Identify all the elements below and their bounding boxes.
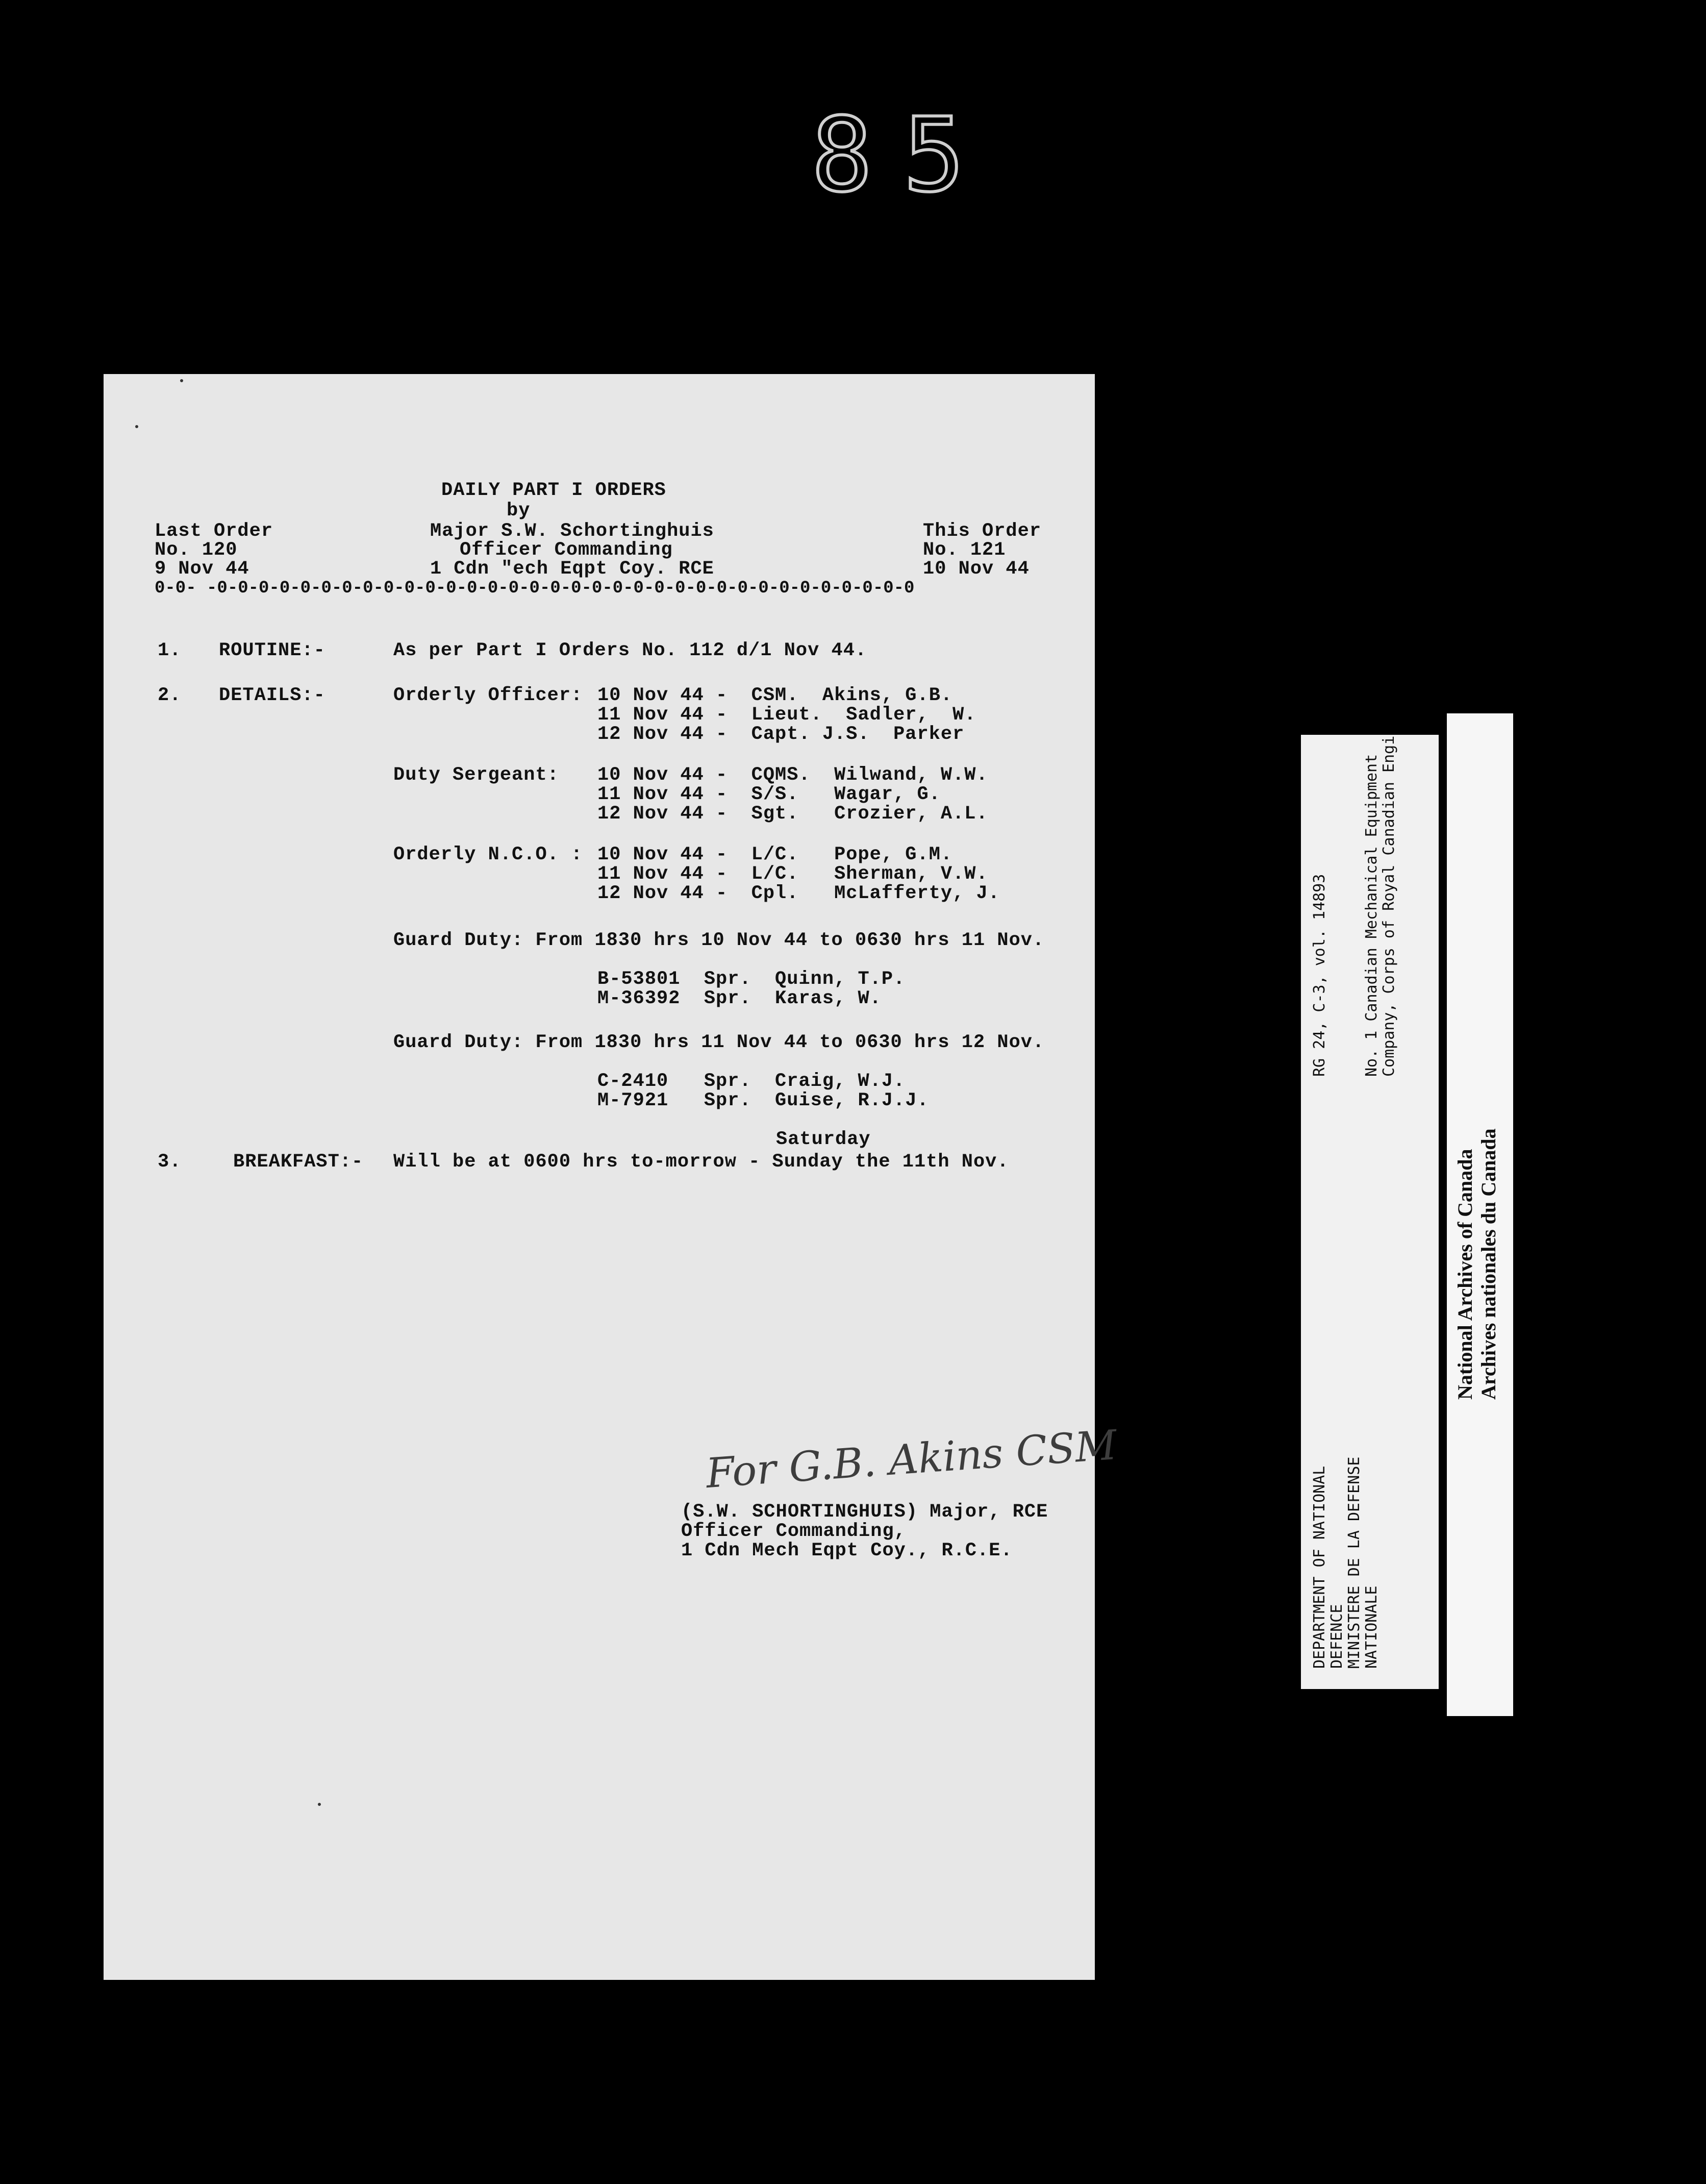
orderly-officer-row: 11 Nov 44 - Lieut. Sadler, W.	[597, 704, 976, 726]
oc-unit: 1 Cdn "ech Eqpt Coy. RCE	[430, 558, 714, 580]
document-title: DAILY PART I ORDERS	[441, 480, 666, 501]
routine-text: As per Part I Orders No. 112 d/1 Nov 44.	[393, 640, 867, 661]
duty-sergeant-row: 12 Nov 44 - Sgt. Crozier, A.L.	[597, 803, 988, 825]
guard-duty-2-label: Guard Duty: From 1830 hrs 11 Nov 44 to 0630 hrs 12 Nov.	[393, 1032, 1045, 1053]
breakfast-insert: Saturday	[776, 1129, 871, 1150]
oc-name: Major S.W. Schortinghuis	[430, 520, 714, 542]
breakfast-label: BREAKFAST:-	[233, 1151, 364, 1173]
last-order-date: 9 Nov 44	[155, 558, 249, 580]
title-by: by	[507, 500, 531, 522]
department-line: NATIONALE	[1363, 1585, 1381, 1669]
handwritten-signature: For G.B. Akins CSM	[704, 1421, 1119, 1498]
guard-duty-1-row: M-36392 Spr. Karas, W.	[597, 988, 882, 1009]
this-order-number: No. 121	[923, 539, 1006, 561]
guard-duty-2-row: M-7921 Spr. Guise, R.J.J.	[597, 1090, 929, 1111]
routine-label: ROUTINE:-	[219, 640, 325, 661]
details-number: 2.	[158, 685, 182, 706]
archive-reference-label	[1301, 735, 1439, 1689]
record-group-reference: RG 24, C-3, vol. 14893	[1311, 874, 1328, 1077]
orderly-nco-row: 10 Nov 44 - L/C. Pope, G.M.	[597, 844, 953, 865]
this-order-label: This Order	[923, 520, 1042, 542]
department-line: MINISTERE DE LA DEFENSE	[1345, 1456, 1363, 1669]
oc-title: Officer Commanding	[460, 539, 673, 561]
last-order-number: No. 120	[155, 539, 238, 561]
breakfast-number: 3.	[158, 1151, 182, 1173]
paper-speck	[135, 425, 138, 428]
details-label: DETAILS:-	[219, 685, 325, 706]
orderly-nco-row: 11 Nov 44 - L/C. Sherman, V.W.	[597, 863, 988, 885]
last-order-label: Last Order	[155, 520, 273, 542]
archives-name-en: National Archives of Canada	[1453, 1149, 1476, 1400]
this-order-date: 10 Nov 44	[923, 558, 1030, 580]
breakfast-text: Will be at 0600 hrs to-morrow - Sunday the 11th Nov.	[393, 1151, 1009, 1173]
archives-name-fr: Archives nationales du Canada	[1477, 1128, 1500, 1400]
signature-line: (S.W. SCHORTINGHUIS) Major, RCE	[681, 1501, 1048, 1523]
orderly-nco-label: Orderly N.C.O. :	[393, 844, 583, 865]
unit-description-line: No. 1 Canadian Mechanical Equipment	[1363, 754, 1381, 1077]
routine-number: 1.	[158, 640, 182, 661]
guard-duty-1-label: Guard Duty: From 1830 hrs 10 Nov 44 to 0630 hrs 11 Nov.	[393, 930, 1045, 951]
signature-line: 1 Cdn Mech Eqpt Coy., R.C.E.	[681, 1540, 1013, 1561]
orderly-nco-row: 12 Nov 44 - Cpl. McLafferty, J.	[597, 883, 1000, 904]
separator-rule: 0-0- -0-0-0-0-0-0-0-0-0-0-0-0-0-0-0-0-0-0-0-0-0-0-0-0-0-0-0-0-0-0-0-0-0-0	[155, 579, 915, 598]
document-page	[104, 374, 1119, 1980]
guard-duty-2-row: C-2410 Spr. Craig, W.J.	[597, 1071, 906, 1092]
paper-speck	[318, 1803, 321, 1806]
orderly-officer-label: Orderly Officer:	[393, 685, 583, 706]
unit-description-line: Company, Corps of Royal Canadian Engi	[1380, 735, 1398, 1077]
duty-sergeant-label: Duty Sergeant:	[393, 764, 559, 786]
signature-line: Officer Commanding,	[681, 1521, 906, 1542]
guard-duty-1-row: B-53801 Spr. Quinn, T.P.	[597, 969, 906, 990]
duty-sergeant-row: 10 Nov 44 - CQMS. Wilwand, W.W.	[597, 764, 988, 786]
frame-number: 85	[811, 96, 995, 215]
paper-speck	[180, 379, 183, 382]
department-line: DEFENCE	[1328, 1604, 1346, 1669]
orderly-officer-row: 12 Nov 44 - Capt. J.S. Parker	[597, 724, 965, 745]
department-line: DEPARTMENT OF NATIONAL	[1311, 1466, 1328, 1669]
orderly-officer-row: 10 Nov 44 - CSM. Akins, G.B.	[597, 685, 953, 706]
duty-sergeant-row: 11 Nov 44 - S/S. Wagar, G.	[597, 784, 941, 805]
archives-canada-label	[1447, 713, 1513, 1716]
